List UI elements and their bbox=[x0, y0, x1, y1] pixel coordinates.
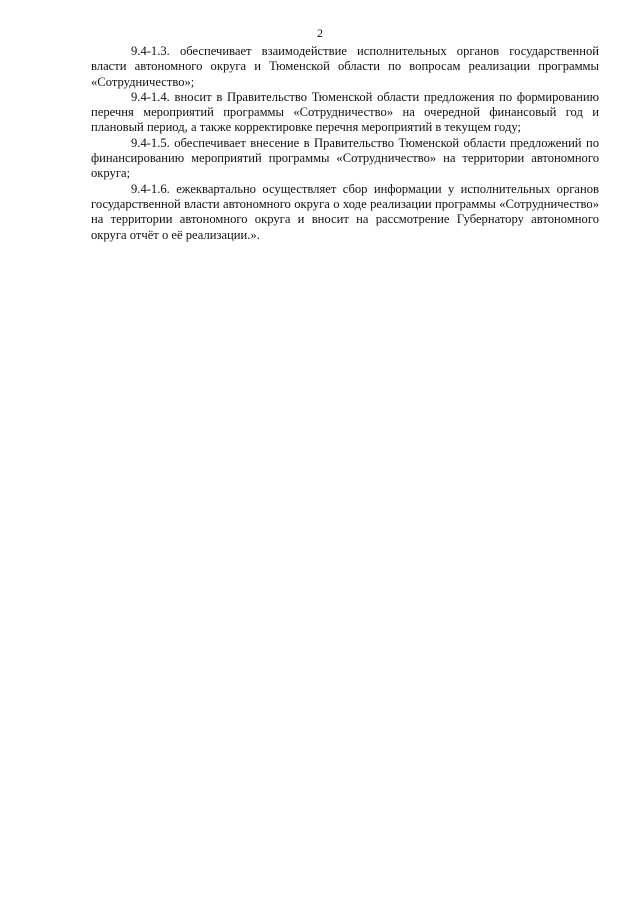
paragraph-9-4-1-3: 9.4-1.3. обеспечивает взаимодействие исполнительных органов государственной власти автономного округа и Тюменской области по вопросам реализации программы «Сотрудничество»; bbox=[91, 44, 599, 89]
document-body bbox=[91, 44, 599, 243]
paragraph-9-4-1-5: 9.4-1.5. обеспечивает внесение в Правительство Тюменской области предложений по финансированию мероприятий программы «Сотрудничество» на территории автономного округа; bbox=[91, 135, 599, 181]
paragraph-9-4-1-4: 9.4-1.4. вносит в Правительство Тюменской области предложения по формированию перечня мероприятий программы «Сотрудничество» на очередной финансовый год и плановый период, а также корректировке перечня мероприятий в текущем году; bbox=[91, 89, 599, 135]
page-number: 2 bbox=[317, 26, 323, 40]
paragraph-9-4-1-6: 9.4-1.6. ежеквартально осуществляет сбор информации у исполнительных органов государственной власти автономного округа о ходе реализации программы «Сотрудничество» на территории автономного округа и вносит на рассмотрение Губернатору автономного округа отчёт о её реализации.». bbox=[91, 181, 599, 242]
